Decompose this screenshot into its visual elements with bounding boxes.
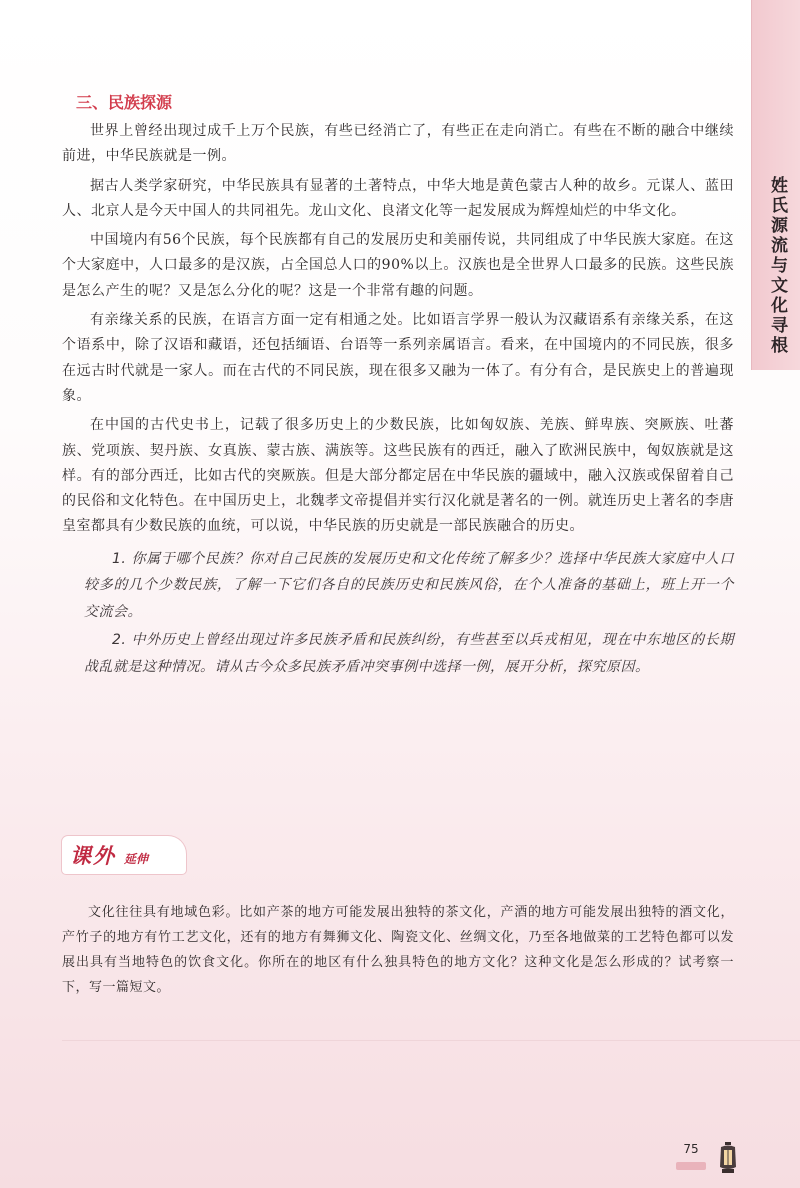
page-number-tag xyxy=(676,1162,706,1170)
exercise-question-1: 1. 你属于哪个民族？你对自己民族的发展历史和文化传统了解多少？选择中华民族大家庭中人口较多的几个少数民族，了解一下它们各自的民族历史和民族风俗，在个人准备的基础上，班上开一个交流会。 xyxy=(84,550,734,620)
footer-divider xyxy=(62,1040,800,1041)
chapter-title-vertical: 姓氏源流与文化寻根 xyxy=(767,176,787,356)
paragraph: 据古人类学家研究，中华民族具有显著的土著特点，中华大地是黄色蒙古人种的故乡。元谋人、蓝田人、北京人是今天中国人的共同祖先。龙山文化、良渚文化等一起发展成为辉煌灿烂的中华文化。 xyxy=(62,177,734,219)
extension-banner xyxy=(62,836,186,874)
paragraph: 在中国的古代史书上，记载了很多历史上的少数民族，比如匈奴族、羌族、鲜卑族、突厥族、吐蕃族、党项族、契丹族、女真族、蒙古族、满族等。这些民族有的西迁，融入了欧洲民族中，匈奴族就是这样。有的部分西迁，比如古代的突厥族。但是大部分都定居在中华民族的疆域中，融入汉族或保留着自己的民俗和文化特色。在中国历史上，北魏孝文帝提倡并实行汉化就是著名的一例。就连历史上著名的李唐皇室都具有少数民族的血统，可以说，中华民族的历史就是一部民族融合的历史。 xyxy=(62,417,734,535)
chapter-side-tab xyxy=(751,0,800,370)
paragraph: 世界上曾经出现过成千上万个民族，有些已经消亡了，有些正在走向消亡。有些在不断的融合中继续前进，中华民族就是一例。 xyxy=(62,123,734,165)
extension-title-sub: 延伸 xyxy=(124,852,149,866)
exercise-question-2: 2. 中外历史上曾经出现过许多民族矛盾和民族纠纷，有些甚至以兵戎相见，现在中东地区的长期战乱就是这种情况。请从古今众多民族矛盾冲突事例中选择一例，展开分析，探究原因。 xyxy=(84,632,734,675)
page-number: 75 xyxy=(683,1142,699,1156)
paragraph: 有亲缘关系的民族，在语言方面一定有相通之处。比如语言学界一般认为汉藏语系有亲缘关系，在这个语系中，除了汉语和藏语，还包括缅语、台语等一系列亲属语言。看来，在中国境内的不同民族，很多在远古时代就是一家人。而在古代的不同民族，现在很多又融为一体了。有分有合，是民族史上的普遍现象。 xyxy=(62,312,734,404)
section-title: 三、民族探源 xyxy=(76,93,173,112)
main-content xyxy=(62,90,734,680)
paragraph: 中国境内有56个民族，每个民族都有自己的发展历史和美丽传说，共同组成了中华民族大家庭。在这个大家庭中，人口最多的是汉族，占全国总人口的90%以上。汉族也是全世界人口最多的民族。这些民族是怎么产生的呢？又是怎么分化的呢？这是一个非常有趣的问题。 xyxy=(62,232,734,299)
lantern-icon xyxy=(716,1141,740,1175)
extension-text: 文化往往具有地域色彩。比如产茶的地方可能发展出独特的茶文化，产酒的地方可能发展出独特的酒文化，产竹子的地方有竹工艺文化，还有的地方有舞狮文化、陶瓷文化、丝绸文化，乃至各地做菜的工艺特色都可以发展出具有当地特色的饮食文化。你所在的地区有什么独具特色的地方文化？这种文化是怎么形成的？试考察一下，写一篇短文。 xyxy=(62,905,734,995)
extension-body xyxy=(62,900,734,1000)
extension-title-main: 课外 xyxy=(70,844,116,868)
